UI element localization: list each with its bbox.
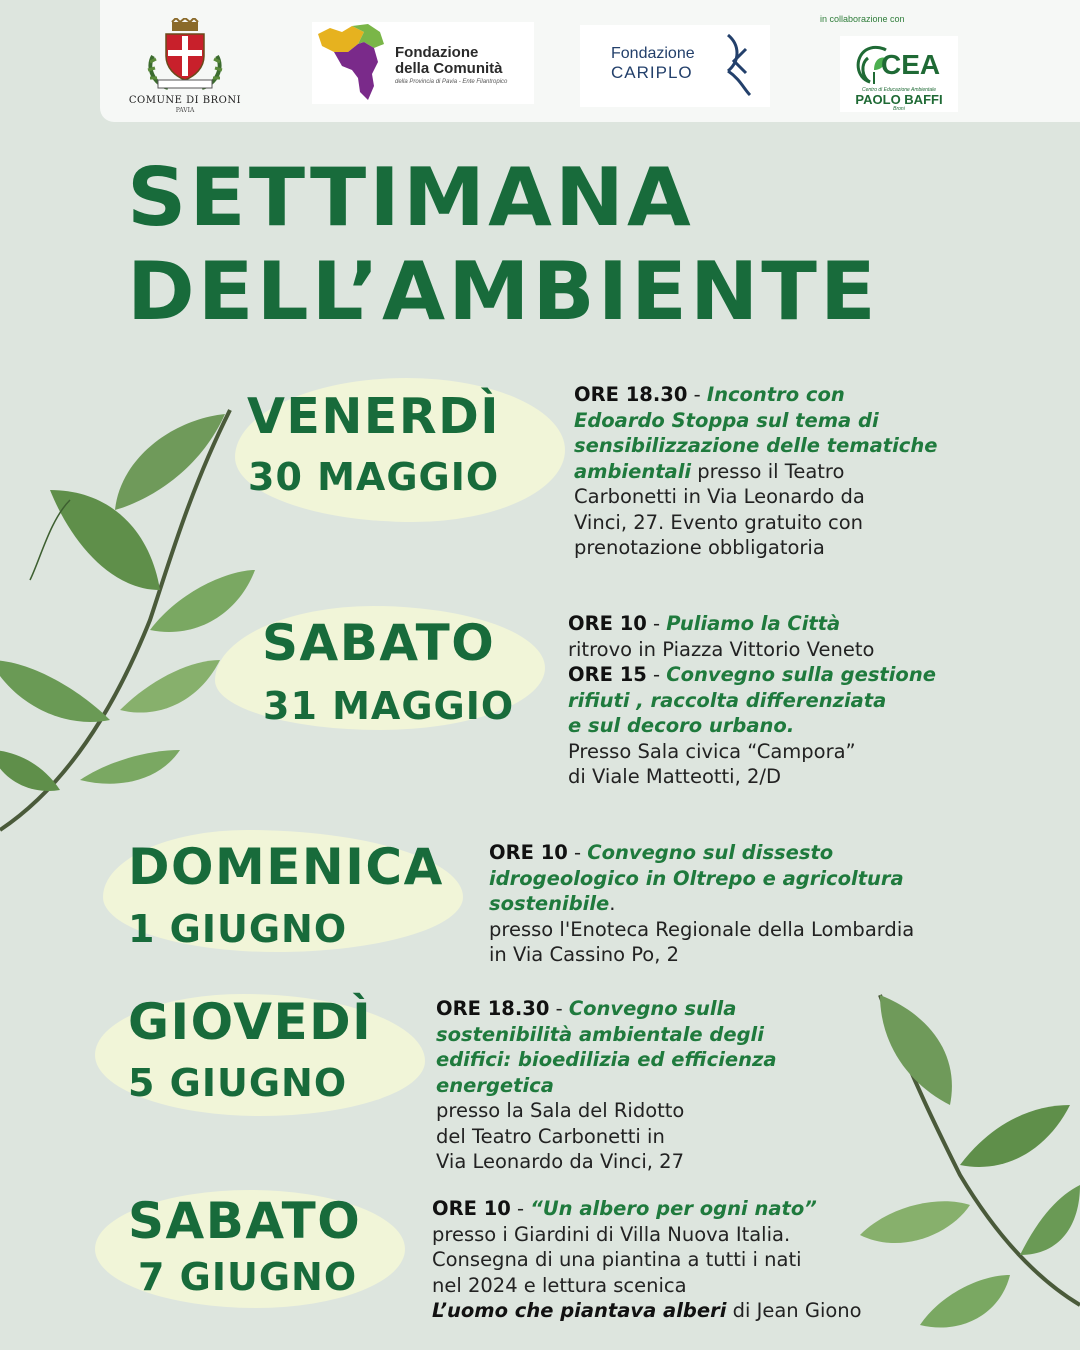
cea-fullname: Centro di Educazione Ambientale [861, 87, 937, 93]
event-3-sep: - [567, 841, 588, 864]
event-5-title: “Un albero per ogni nato” [530, 1197, 817, 1220]
event-3-date: 1 GIUGNO [128, 907, 348, 951]
event-3-day: DOMENICA [128, 838, 444, 896]
event-3-title-2: idrogeologico in Oltrepo e agricoltura [489, 866, 904, 890]
cea-city: Broni [893, 106, 905, 112]
cea-logo [840, 36, 958, 112]
coat-of-arms-icon [128, 18, 242, 96]
comune-di-broni-logo [128, 18, 242, 113]
event-5-date: 7 GIUGNO [138, 1255, 358, 1299]
event-2-time-1: ORE 10 [568, 612, 647, 635]
fdc-line-3: della Provincia di Pavia - Ente Filantropico [395, 79, 508, 85]
event-1-time: ORE 18.30 [574, 383, 688, 406]
event-5-book: L’uomo che piantava alberi [432, 1299, 727, 1322]
event-2-sep-1: - [646, 612, 667, 635]
event-5-details [432, 1196, 862, 1324]
leaf-branch-right-icon [850, 975, 1080, 1350]
comune-province: PAVIA [175, 107, 195, 114]
event-2-title-2a: Convegno sulla gestione [666, 663, 936, 686]
event-1-day: VENERDÌ [247, 388, 501, 445]
fondazione-comunita-logo [312, 22, 534, 104]
event-2-day: SABATO [262, 614, 496, 672]
event-4-day: GIOVEDÌ [128, 993, 373, 1051]
event-5-author: di Jean Giono [726, 1299, 862, 1322]
event-4-time: ORE 18.30 [436, 997, 550, 1020]
cariplo-line-1: Fondazione [611, 45, 695, 62]
event-1-title-3: sensibilizzazione delle tematiche [574, 434, 938, 457]
event-1-date: 30 MAGGIO [248, 455, 500, 499]
fondazione-cariplo-logo [580, 25, 770, 107]
event-4-title-1: Convegno sulla [568, 997, 737, 1020]
event-4-desc-1: presso la Sala del Ridotto [436, 1099, 685, 1122]
event-5-time: ORE 10 [432, 1197, 511, 1220]
event-4-details [436, 996, 777, 1175]
event-3-details [489, 840, 914, 968]
title-line-1: SETTIMANA [127, 151, 694, 244]
event-4-date: 5 GIUGNO [128, 1061, 348, 1105]
event-4-title-2: sostenibilità ambientale degli [436, 1022, 764, 1046]
event-1-title-2: Edoardo Stoppa sul tema di [574, 408, 879, 432]
event-2-title-2c: e sul decoro urbano. [568, 714, 795, 737]
event-2-desc-2a: Presso Sala civica “Campora” [568, 739, 856, 763]
event-3-dot: . [609, 892, 616, 915]
event-4-title-3: edifici: bioedilizia ed efficienza [436, 1048, 777, 1071]
event-1-desc-3: Vinci, 27. Evento gratuito con [574, 510, 863, 534]
event-1-desc-4: prenotazione obbligatoria [574, 536, 825, 559]
event-2-time-2: ORE 15 [568, 663, 647, 686]
event-2-title-1: Puliamo la Città [666, 612, 841, 635]
event-3-title-3: sostenibile [489, 892, 610, 915]
collaboration-label: in collaborazione con [820, 14, 905, 24]
event-5-day: SABATO [128, 1192, 362, 1250]
event-1-title-4: ambientali [574, 459, 692, 483]
event-3-desc-1: presso l'Enoteca Regionale della Lombardia [489, 917, 915, 941]
event-2-desc-1: ritrovo in Piazza Vittorio Veneto [568, 637, 875, 661]
event-1-sep: - [687, 383, 707, 406]
leaf-branch-left-icon [0, 390, 260, 850]
province-map-icon [312, 22, 392, 104]
event-5-desc-3: nel 2024 e lettura scenica [432, 1273, 687, 1297]
cariplo-mark-icon [720, 31, 760, 97]
event-2-title-2b: rifiuti , raccolta differenziata [568, 688, 887, 712]
event-2-date: 31 MAGGIO [263, 684, 515, 728]
fdc-line-2: della Comunità [395, 60, 503, 77]
event-1-desc-2: Carbonetti in Via Leonardo da [574, 485, 865, 508]
event-3-time: ORE 10 [489, 841, 568, 864]
fdc-line-1: Fondazione [395, 44, 479, 61]
event-1-title-1: Incontro con [706, 383, 845, 406]
event-4-sep: - [549, 997, 569, 1020]
cea-acronym: CEA [881, 49, 941, 80]
comune-name: COMUNE DI BRONI [128, 95, 242, 106]
event-4-title-4: energetica [436, 1073, 554, 1097]
event-3-desc-2: in Via Cassino Po, 2 [489, 943, 680, 966]
event-1-desc-1: presso il Teatro [691, 459, 845, 483]
title-line-2: DELL’AMBIENTE [127, 245, 879, 338]
event-2-sep-2: - [646, 663, 667, 686]
event-2-details [568, 611, 936, 790]
event-5-desc-1: presso i Giardini di Villa Nuova Italia. [432, 1222, 791, 1246]
event-5-sep: - [510, 1197, 531, 1220]
event-4-desc-2: del Teatro Carbonetti in [436, 1124, 665, 1148]
event-2-desc-2b: di Viale Matteotti, 2/D [568, 765, 781, 788]
cea-person: PAOLO BAFFI [855, 92, 943, 107]
event-1-details [574, 382, 937, 561]
event-3-title-1: Convegno sul dissesto [587, 841, 834, 864]
event-4-desc-3: Via Leonardo da Vinci, 27 [436, 1150, 684, 1173]
event-5-desc-2: Consegna di una piantina a tutti i nati [432, 1248, 802, 1271]
cariplo-line-2: CARIPLO [611, 63, 693, 82]
